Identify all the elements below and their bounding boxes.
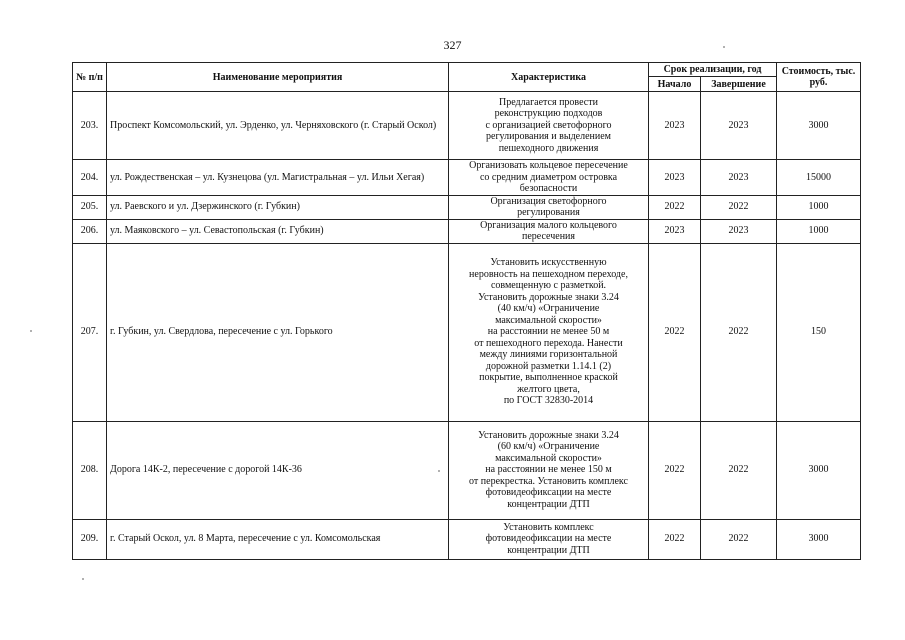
characteristic-line: Установить комплекс [503, 521, 594, 533]
scan-speck [82, 578, 84, 580]
characteristic-line: регулирования [517, 207, 580, 218]
page-number: 327 [443, 38, 462, 52]
measure-characteristic [449, 519, 649, 559]
characteristic-line: Установить дорожные знаки 3.24 [478, 429, 619, 441]
row-number: 206. [73, 219, 107, 243]
table-row [73, 92, 861, 160]
characteristic-line: между линиями горизонтальной [479, 349, 618, 361]
table-row [73, 219, 861, 243]
end-year: 2022 [701, 243, 777, 421]
row-number: 209. [73, 519, 107, 559]
measure-name: ул. Раевского и ул. Дзержинского (г. Губкин) [107, 195, 449, 219]
measure-characteristic [449, 160, 649, 196]
measure-name: ул. Маяковского – ул. Севастопольская (г. Губкин) [107, 219, 449, 243]
cost-value: 15000 [777, 160, 861, 196]
cost-value: 3000 [777, 421, 861, 519]
characteristic-line: на расстоянии не менее 150 м [485, 464, 612, 476]
cost-value: 150 [777, 243, 861, 421]
header-name: Наименование мероприятия [107, 63, 449, 92]
characteristic-line: (40 км/ч) «Ограничение [497, 303, 600, 315]
characteristic-line: покрытие, выполненное краской [479, 372, 618, 384]
characteristic-line: безопасности [519, 183, 578, 194]
characteristic-line: Организовать кольцевое пересечение [469, 160, 628, 171]
header-num: № п/п [73, 63, 107, 92]
characteristic-line: с организацией светофорного [485, 119, 612, 131]
table-row [73, 195, 861, 219]
characteristic-line: Установить дорожные знаки 3.24 [478, 291, 619, 303]
characteristic-line: дорожной разметки 1.14.1 (2) [485, 360, 612, 372]
measure-characteristic [449, 243, 649, 421]
characteristic-line: максимальной скорости» [495, 452, 602, 464]
end-year: 2022 [701, 421, 777, 519]
end-year: 2023 [701, 160, 777, 196]
scan-speck [723, 46, 725, 48]
scan-speck [438, 470, 440, 472]
measure-characteristic [449, 421, 649, 519]
characteristic-line: от пешеходного перехода. Нанести [474, 337, 623, 349]
cost-value: 1000 [777, 195, 861, 219]
characteristic-line: от перекрестка. Установить комплекс [469, 475, 628, 487]
header-characteristic: Характеристика [449, 63, 649, 92]
end-year: 2023 [701, 219, 777, 243]
start-year: 2022 [649, 421, 701, 519]
characteristic-line: со средним диаметром островка [479, 171, 618, 183]
start-year: 2022 [649, 243, 701, 421]
measure-name: г. Губкин, ул. Свердлова, пересечение с ул. Горького [107, 243, 449, 421]
characteristic-line: Предлагается провести [499, 96, 598, 108]
characteristic-line: Организация малого кольцевого [480, 219, 617, 231]
cost-value: 3000 [777, 519, 861, 559]
characteristic-line: максимальной скорости» [495, 314, 602, 326]
measures-table [72, 62, 861, 560]
characteristic-line: Установить искусственную [490, 257, 607, 269]
characteristic-line: по ГОСТ 32830-2014 [503, 395, 594, 407]
characteristic-line: неровность на пешеходном переходе, [469, 268, 628, 280]
characteristic-line: желтого цвета, [517, 383, 580, 395]
characteristic-line: концентрации ДТП [507, 544, 590, 556]
row-number: 205. [73, 195, 107, 219]
characteristic-line: фотовидеофиксации на месте [485, 487, 612, 499]
table-row [73, 421, 861, 519]
measure-name: Дорога 14К-2, пересечение с дорогой 14К-36 [107, 421, 449, 519]
characteristic-line: на расстоянии не менее 50 м [487, 326, 610, 338]
characteristic-line: реконструкцию подходов [494, 108, 603, 120]
end-year: 2022 [701, 519, 777, 559]
table-body [73, 92, 861, 560]
header-start: Начало [649, 77, 701, 92]
table-row [73, 519, 861, 559]
cost-value: 1000 [777, 219, 861, 243]
characteristic-line: пересечения [522, 231, 575, 242]
row-number: 203. [73, 92, 107, 160]
start-year: 2022 [649, 195, 701, 219]
start-year: 2022 [649, 519, 701, 559]
end-year: 2022 [701, 195, 777, 219]
characteristic-line: Организация светофорного [490, 195, 607, 207]
measure-characteristic [449, 219, 649, 243]
characteristic-line: (60 км/ч) «Ограничение [497, 441, 600, 453]
measure-name: г. Старый Оскол, ул. 8 Марта, пересечение с ул. Комсомольская [107, 519, 449, 559]
start-year: 2023 [649, 92, 701, 160]
measure-name: Проспект Комсомольский, ул. Эрденко, ул. Черняховского (г. Старый Оскол) [107, 92, 449, 160]
characteristic-line: совмещенную с разметкой. [490, 280, 607, 292]
start-year: 2023 [649, 160, 701, 196]
characteristic-line: концентрации ДТП [507, 498, 590, 510]
table-row [73, 243, 861, 421]
start-year: 2023 [649, 219, 701, 243]
row-number: 208. [73, 421, 107, 519]
scan-speck [30, 330, 32, 332]
measure-characteristic [449, 195, 649, 219]
characteristic-line: фотовидеофиксации на месте [485, 533, 612, 545]
header-end: Завершение [701, 77, 777, 92]
characteristic-line: регулирования и выделением [486, 131, 611, 143]
header-cost: Стоимость, тыс. руб. [777, 63, 861, 92]
row-number: 204. [73, 160, 107, 196]
header-period: Срок реализации, год [649, 63, 777, 77]
end-year: 2023 [701, 92, 777, 160]
measure-name: ул. Рождественская – ул. Кузнецова (ул. Магистральная – ул. Ильи Хегая) [107, 160, 449, 196]
characteristic-line: пешеходного движения [498, 142, 599, 154]
measure-characteristic [449, 92, 649, 160]
row-number: 207. [73, 243, 107, 421]
table-row [73, 160, 861, 196]
cost-value: 3000 [777, 92, 861, 160]
